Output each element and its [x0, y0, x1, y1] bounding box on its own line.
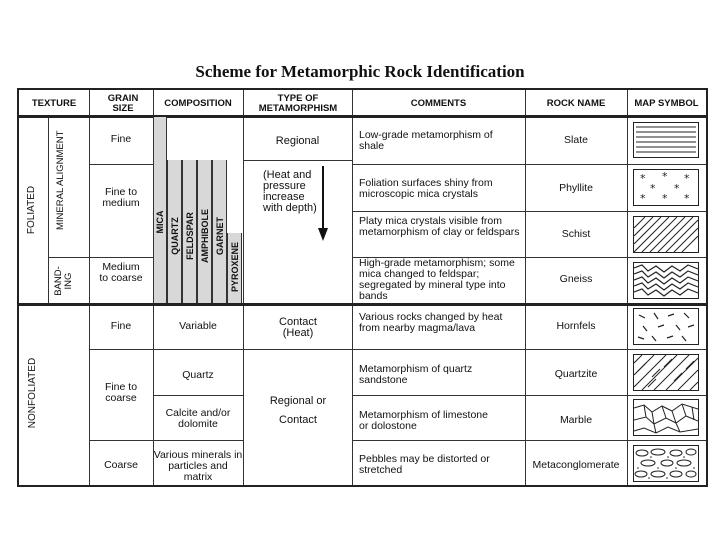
grain-nf-fine-to-coarse: Fine to coarse: [104, 381, 138, 404]
comment-quartzite: Metamorphism of quartz sandstone: [359, 363, 473, 386]
comment-slate: Low-grade metamorphism of shale: [359, 129, 493, 152]
composition-quartz: Quartz: [182, 369, 214, 381]
gneiss-icon: [633, 262, 699, 299]
phyllite-icon: [633, 169, 699, 206]
texture-banding: BAND-ING: [53, 266, 74, 296]
header-type: TYPE OF METAMORPHISM: [258, 93, 338, 114]
header-composition: COMPOSITION: [164, 98, 232, 109]
rock-metaconglomerate: Metaconglomerate: [532, 459, 620, 471]
mineral-label-feldspar: FELDSPAR: [185, 212, 195, 260]
mineral-label-pyroxene: PYROXENE: [230, 242, 240, 293]
composition-calcite: Calcite and/or dolomite: [165, 407, 231, 430]
quartzite-icon: [633, 354, 699, 391]
svg-text:*: *: [640, 172, 646, 185]
slate-icon: [633, 122, 699, 158]
svg-text:*: *: [640, 192, 646, 205]
type-contact: Contact (Heat): [279, 316, 317, 339]
header-rock-name: ROCK NAME: [546, 98, 606, 109]
texture-mineral-alignment: MINERAL ALIGNMENT: [55, 130, 66, 230]
rock-slate: Slate: [564, 134, 588, 146]
svg-text:*: *: [684, 172, 690, 185]
schist-icon: [633, 216, 699, 253]
type-regional-or-contact: Regional or Contact: [269, 395, 327, 426]
header-texture: TEXTURE: [31, 98, 77, 109]
rock-schist: Schist: [561, 228, 591, 240]
mineral-label-garnet: GARNET: [215, 217, 225, 255]
svg-text:*: *: [684, 192, 690, 205]
header-comments: COMMENTS: [410, 98, 467, 109]
texture-foliated: FOLIATED: [26, 185, 37, 235]
composition-various: Various minerals in particles and matrix: [153, 449, 243, 483]
comment-marble: Metamorphism of limestone or dolostone: [359, 409, 488, 432]
comment-hornfels: Various rocks changed by heat from nearby magma/lava: [359, 311, 503, 334]
comment-metaconglomerate: Pebbles may be distorted or stretched: [359, 453, 490, 476]
svg-text:*: *: [650, 182, 656, 195]
svg-text:*: *: [662, 192, 668, 205]
rock-gneiss: Gneiss: [559, 273, 593, 285]
depth-arrow-icon: [317, 166, 329, 242]
grain-fine: Fine: [110, 133, 132, 145]
comment-gneiss: High-grade metamorphism; some mica changed to feldspar; segregated by mineral type into bands: [359, 257, 515, 302]
rock-hornfels: Hornfels: [556, 320, 596, 332]
rock-phyllite: Phyllite: [559, 182, 593, 194]
svg-text:*: *: [674, 182, 680, 195]
metaconglomerate-icon: [633, 445, 699, 482]
mineral-label-quartz: QUARTZ: [170, 217, 180, 255]
rock-marble: Marble: [559, 414, 593, 426]
rock-identification-table: [17, 88, 708, 487]
mineral-label-amphibole: AMPHIBOLE: [200, 209, 210, 263]
mineral-label-mica: MICA: [155, 210, 165, 234]
rock-quartzite: Quartzite: [554, 368, 598, 380]
page-title: Scheme for Metamorphic Rock Identification: [195, 62, 525, 81]
grain-medium-to-coarse: Medium to coarse: [99, 261, 143, 284]
header-grain-size: GRAIN SIZE: [107, 93, 139, 114]
grain-fine-to-medium: Fine to medium: [102, 186, 140, 209]
marble-icon: [633, 399, 699, 436]
texture-nonfoliated: NONFOLIATED: [27, 357, 38, 429]
hornfels-icon: [633, 308, 699, 345]
type-regional-note: (Heat and pressure increase with depth): [263, 169, 317, 214]
composition-variable: Variable: [179, 320, 217, 332]
header-map-symbol: MAP SYMBOL: [634, 98, 699, 109]
svg-text:*: *: [662, 170, 668, 183]
type-regional: Regional: [275, 135, 320, 147]
comment-phyllite: Foliation surfaces shiny from microscopic mica crystals: [359, 177, 493, 200]
grain-nf-coarse: Coarse: [104, 459, 138, 471]
comment-schist: Platy mica crystals visible from metamorphism of clay or feldspars: [359, 215, 520, 238]
grain-nf-fine: Fine: [110, 320, 132, 332]
